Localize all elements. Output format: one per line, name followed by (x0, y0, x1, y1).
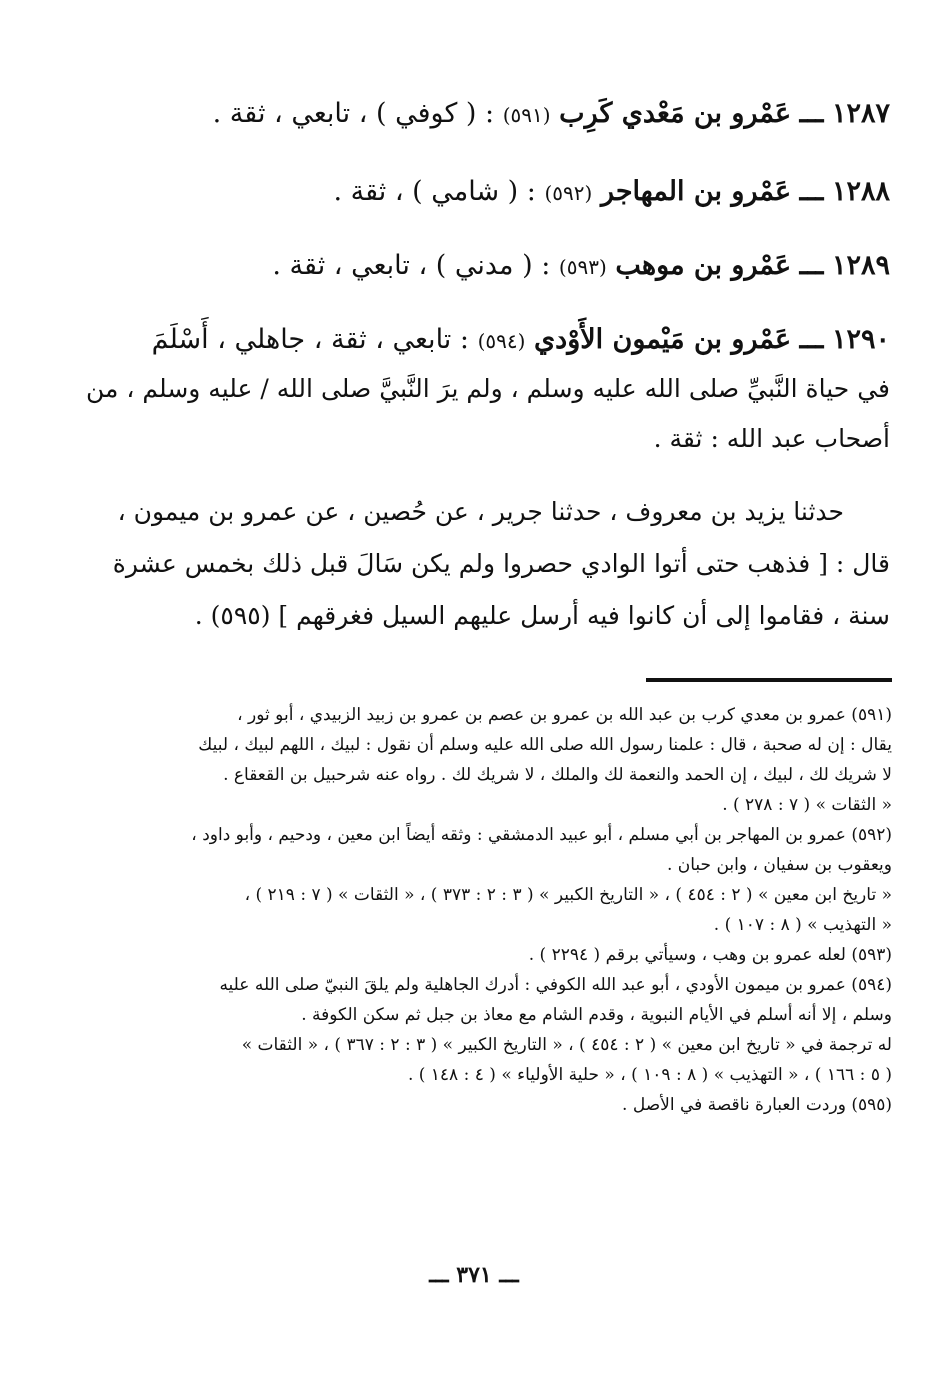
entry-number: ١٢٩٠ (831, 324, 890, 355)
footnote-separator (646, 678, 892, 682)
entry-description: : ( كوفي ) ، تابعي ، ثقة . (212, 98, 495, 129)
entry-dash: ـــ (799, 324, 824, 355)
text-line: في حياة النَّبيِّ صلى الله عليه وسلم ، ولم يرَ النَّبيَّ صلى الله / عليه وسلم ، من (86, 374, 890, 403)
footnote-reference: (٥٩٤) (477, 329, 526, 353)
entry-1287 (60, 94, 890, 135)
footnote-line: (٥٩٤) عمرو بن ميمون الأودي ، أبو عبد الله الكوفي : أدرك الجاهلية ولم يلقَ النبيّ صلى الله عليه (219, 975, 892, 995)
narrator-name: عَمْرو بن مَيْمون الأَوْدي (534, 324, 792, 355)
entry-description: : ( شامي ) ، ثقة . (333, 176, 536, 207)
narrator-name: عَمْرو بن موهب (615, 250, 792, 281)
entry-1288 (60, 172, 890, 213)
footnote-line: (٥٩٢) عمرو بن المهاجر بن أبي مسلم ، أبو عبيد الدمشقي : وثقه أيضاً ابن معين ، ودحيم ، وأبو داود ، (191, 825, 892, 845)
footnote-line: (٥٩٣) لعله عمرو بن وهب ، وسيأتي برقم ( ٢٢٩٤ ) . (528, 945, 892, 965)
footnote-line: له ترجمة في « تاريخ ابن معين » ( ٢ : ٤٥٤ ) ، « التاريخ الكبير » ( ٣ : ٢ : ٣٦٧ ) ، « الثقات » (241, 1035, 892, 1055)
entry-number: ١٢٨٩ (831, 250, 890, 281)
footnote-line: (٥٩١) عمرو بن معدي كرب بن عبد الله بن عمرو بن عصم بن عمرو بن زبيد الزبيدي ، أبو ثور ، (237, 705, 892, 725)
footnote-line: « الثقات » ( ٧ : ٢٧٨ ) . (722, 795, 892, 815)
footnote-line: ( ٥ : ١٦٦ ) ، « التهذيب » ( ٨ : ١٠٩ ) ، « حلية الأولياء » ( ٤ : ١٤٨ ) . (407, 1065, 892, 1085)
entry-1290-continuation (58, 364, 890, 464)
entry-1289 (60, 246, 890, 287)
footnote-line: لا شريك لك ، لبيك ، إن الحمد والنعمة لك والملك ، لا شريك لك . رواه عنه شرحبيل بن القعقاع . (223, 765, 892, 785)
footnote-line: وسلم ، إلا أنه أسلم في الأيام النبوية ، وقدم الشام مع معاذ بن جبل ثم سكن الكوفة . (301, 1005, 892, 1025)
footnote-reference: (٥٩١) (502, 103, 551, 127)
entry-number: ١٢٨٨ (831, 176, 890, 207)
footnote-line: « التهذيب » ( ٨ : ١٠٧ ) . (713, 915, 892, 935)
footnote-line: يقال : إن له صحبة ، قال : علمنا رسول الله صلى الله عليه وسلم أن نقول : لبيك ، اللهم لبيك ، لبيك (198, 735, 892, 755)
entry-description: : تابعي ، ثقة ، جاهلي ، أَسْلَمَ (151, 324, 469, 355)
entry-1290 (60, 320, 890, 361)
page-number: ـــ ٣٧١ ـــ (429, 1262, 519, 1288)
footnotes (56, 700, 892, 1120)
text-line: حدثنا يزيد بن معروف ، حدثنا جرير ، عن حُصين ، عن عمرو بن ميمون ، (117, 497, 844, 526)
entry-number: ١٢٨٧ (831, 98, 890, 129)
footnote-line: (٥٩٥) وردت العبارة ناقصة في الأصل . (622, 1095, 892, 1115)
entry-dash: ـــ (799, 250, 824, 281)
narrator-name: عَمْرو بن مَعْدي كَرِب (559, 98, 792, 129)
text-line: سنة ، فقاموا إلى أن كانوا فيه أرسل عليهم السيل فغرقهم ] (٥٩٥) . (194, 601, 890, 630)
footnote-reference: (٥٩٢) (544, 181, 593, 205)
footnote-line: « تاريخ ابن معين » ( ٢ : ٤٥٤ ) ، « التاريخ الكبير » ( ٣ : ٢ : ٣٧٣ ) ، « الثقات » ( ٧ : ٢١٩ ) ، (244, 885, 892, 905)
entry-dash: ـــ (799, 98, 824, 129)
narrator-name: عَمْرو بن المهاجر (600, 176, 792, 207)
entry-dash: ـــ (799, 176, 824, 207)
text-line: أصحاب عبد الله : ثقة . (653, 424, 890, 453)
footnote-line: ويعقوب بن سفيان ، وابن حبان . (666, 855, 892, 875)
entry-description: : ( مدني ) ، تابعي ، ثقة . (272, 250, 551, 281)
footnote-reference: (٥٩٣) (558, 255, 607, 279)
hadith-paragraph (58, 486, 890, 642)
text-line: قال : [ فذهب حتى أتوا الوادي حصروا ولم يكن سَالَ قبل ذلك بخمس عشرة (112, 549, 890, 578)
